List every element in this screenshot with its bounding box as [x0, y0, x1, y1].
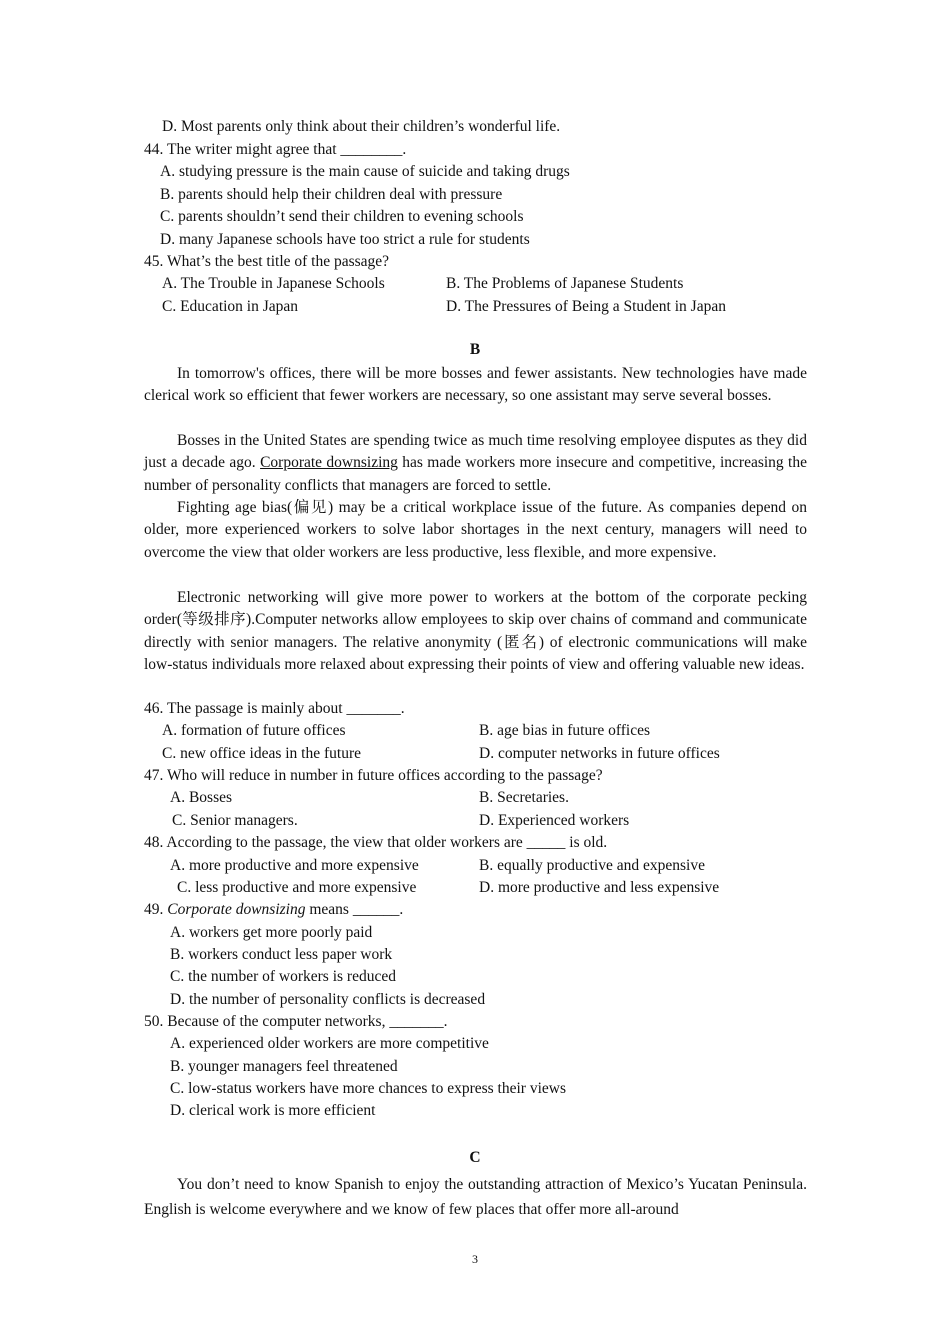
corporate-downsizing-underlined: Corporate downsizing: [260, 454, 398, 472]
q50-option-d: D. clerical work is more efficient: [170, 1102, 376, 1119]
q46-option-a: A. formation of future offices: [162, 722, 346, 739]
q47-stem: 47. Who will reduce in number in future offices according to the passage?: [144, 767, 603, 784]
q44-option-d: D. many Japanese schools have too strict a rule for students: [160, 231, 530, 248]
q50-option-b: B. younger managers feel threatened: [170, 1058, 398, 1075]
q46-option-b: B. age bias in future offices: [479, 722, 651, 739]
section-b-heading: B: [469, 341, 481, 358]
section-c-paragraph-1: You don’t need to know Spanish to enjoy the outstanding attraction of Mexico’s Yucatan Peninsula. English is welcome everywhere and we know of few places that offer more all-around: [144, 1176, 807, 1218]
q46-option-d: D. computer networks in future offices: [479, 745, 720, 762]
q48-option-a: A. more productive and more expensive: [170, 857, 419, 874]
section-b-paragraph-3: Fighting age bias(偏见) may be a critical workplace issue of the future. As companies depend on older, more experienced workers to solve labor shortages in the next century, managers will need to overcome the view that older workers are less productive, less flexible, and more expensive.: [144, 499, 807, 561]
q50-stem: 50. Because of the computer networks, _______.: [144, 1013, 448, 1030]
q49-option-a: A. workers get more poorly paid: [170, 924, 373, 941]
q43-option-d: D. Most parents only think about their children’s wonderful life.: [162, 118, 561, 135]
q48-option-b: B. equally productive and expensive: [479, 857, 705, 874]
q50-option-a: A. experienced older workers are more competitive: [170, 1035, 489, 1052]
q44-option-c: C. parents shouldn’t send their children to evening schools: [160, 208, 524, 225]
q47-option-d: D. Experienced workers: [479, 812, 630, 829]
q47-option-c: C. Senior managers.: [172, 812, 298, 829]
q50-option-c: C. low-status workers have more chances to express their views: [170, 1080, 566, 1097]
q45-option-a: A. The Trouble in Japanese Schools: [162, 275, 385, 292]
q47-option-a: A. Bosses: [170, 789, 233, 806]
q49-option-d: D. the number of personality conflicts is decreased: [170, 991, 486, 1008]
q44-stem: 44. The writer might agree that ________.: [144, 141, 407, 158]
q45-option-c: C. Education in Japan: [162, 298, 299, 315]
section-b-paragraph-4: Electronic networking will give more power to workers at the bottom of the corporate pecking order(等级排序).Computer networks allow employees to skip over chains of command and communicate directly with senior managers. The relative anonymity (匿名) of electronic communications will make low-status individuals more relaxed about expressing their points of view and offering valuable new ideas.: [144, 589, 807, 674]
q46-stem: 46. The passage is mainly about _______.: [144, 700, 405, 717]
q48-stem: 48. According to the passage, the view that older workers are _____ is old.: [144, 834, 608, 851]
section-b-paragraph-2: Bosses in the United States are spending twice as much time resolving employee disputes as they did just a decade ago. Corporate downsizing has made workers more insecure and competitive, increasing the number of personality conflicts that managers are forced to settle.: [144, 432, 807, 494]
q45-option-b: B. The Problems of Japanese Students: [446, 275, 684, 292]
page-number: 3: [472, 1252, 478, 1266]
section-b-paragraph-1: In tomorrow's offices, there will be more bosses and fewer assistants. New technologies have made clerical work so efficient that fewer workers are necessary, so one assistant may serve several bosses.: [144, 365, 807, 405]
q46-option-c: C. new office ideas in the future: [162, 745, 361, 762]
q45-stem: 45. What’s the best title of the passage?: [144, 253, 390, 270]
q44-option-b: B. parents should help their children deal with pressure: [160, 186, 503, 203]
q49-stem: 49. Corporate downsizing means ______.: [144, 901, 404, 918]
section-c-heading: C: [469, 1149, 481, 1166]
q44-option-a: A. studying pressure is the main cause of suicide and taking drugs: [160, 163, 570, 180]
q47-option-b: B. Secretaries.: [479, 789, 569, 806]
q45-option-d: D. The Pressures of Being a Student in Japan: [446, 298, 726, 315]
q48-option-c: C. less productive and more expensive: [177, 879, 417, 896]
q48-option-d: D. more productive and less expensive: [479, 879, 720, 896]
q49-option-b: B. workers conduct less paper work: [170, 946, 393, 963]
q49-option-c: C. the number of workers is reduced: [170, 968, 396, 985]
